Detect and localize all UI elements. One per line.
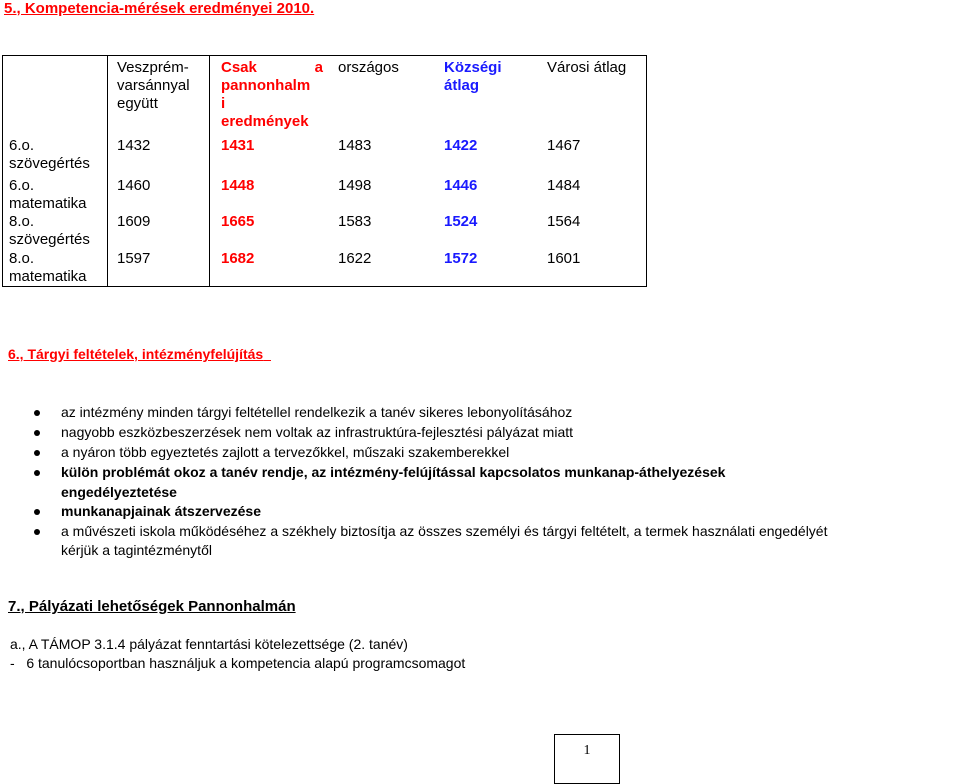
table-cell: 1446 [444,177,478,194]
header-orszagos: országos [338,59,399,76]
table-cell: 1622 [338,250,372,267]
section-7-line: a., A TÁMOP 3.1.4 pályázat fenntartási kötelezettsége (2. tanév) [10,636,408,652]
table-cell: 1665 [221,213,255,230]
row-label: 8.o. matematika [9,250,87,285]
competency-results-table [2,55,647,287]
page-number-box [554,734,620,784]
table-cell: 1583 [338,213,372,230]
table-cell: 1572 [444,250,478,267]
table-cell: 1498 [338,177,372,194]
column-divider [209,56,210,286]
list-item: külön problémát okoz a tanév rendje, az intézmény-felújítással kapcsolatos munkanap-áthelyezések [61,464,726,480]
table-cell: 1483 [338,137,372,154]
table-cell: 1460 [117,177,151,194]
header-kozsegi: Községi átlag [444,59,502,94]
table-cell: 1422 [444,137,478,154]
row-label: 8.o. szövegértés [9,213,90,248]
bullet-icon [34,529,40,535]
table-cell: 1431 [221,137,255,154]
list-item: az intézmény minden tárgyi feltétellel rendelkezik a tanév sikeres lebonyolításához [61,404,573,420]
section-7-title: 7., Pályázati lehetőségek Pannonhalmán [8,598,296,615]
table-cell: 1432 [117,137,151,154]
header-veszprem: Veszprém- varsánnyal együtt [117,59,190,112]
table-cell: 1682 [221,250,255,267]
list-item: nagyobb eszközbeszerzések nem voltak az infrastruktúra-fejlesztési pályázat miatt [61,424,574,440]
bullet-icon [34,450,40,456]
row-label: 6.o. szövegértés [9,137,90,172]
row-label: 6.o. matematika [9,177,87,212]
table-cell: 1609 [117,213,151,230]
table-cell: 1564 [547,213,581,230]
table-cell: 1524 [444,213,478,230]
column-divider [107,56,108,286]
bullet-icon [34,470,40,476]
table-cell: 1597 [117,250,151,267]
list-item-continuation: engedélyeztetése [61,484,177,500]
bullet-icon [34,430,40,436]
table-cell: 1601 [547,250,581,267]
page-number: 1 [583,743,591,758]
list-item-continuation: kérjük a tagintézménytől [61,542,212,558]
list-item: a művészeti iskola működéséhez a székhely biztosítja az összes személyi és tárgyi feltételt, a termek használati engedélyét [61,523,828,539]
header-pannonhalma: Csak a pannonhalm i eredmények [221,59,323,130]
bullet-icon [34,410,40,416]
list-item: a nyáron több egyeztetés zajlott a tervezőkkel, műszaki szakemberekkel [61,444,510,460]
header-varosi: Városi átlag [547,59,627,76]
section-7-line: - 6 tanulócsoportban használjuk a kompetencia alapú programcsomagot [10,655,466,671]
bullet-icon [34,509,40,515]
list-item: munkanapjainak átszervezése [61,503,261,519]
table-cell: 1448 [221,177,255,194]
table-cell: 1484 [547,177,581,194]
section-5-title: 5., Kompetencia-mérések eredményei 2010. [4,0,315,17]
table-cell: 1467 [547,137,581,154]
section-6-title: 6., Tárgyi feltételek, intézményfelújítás [8,346,264,362]
